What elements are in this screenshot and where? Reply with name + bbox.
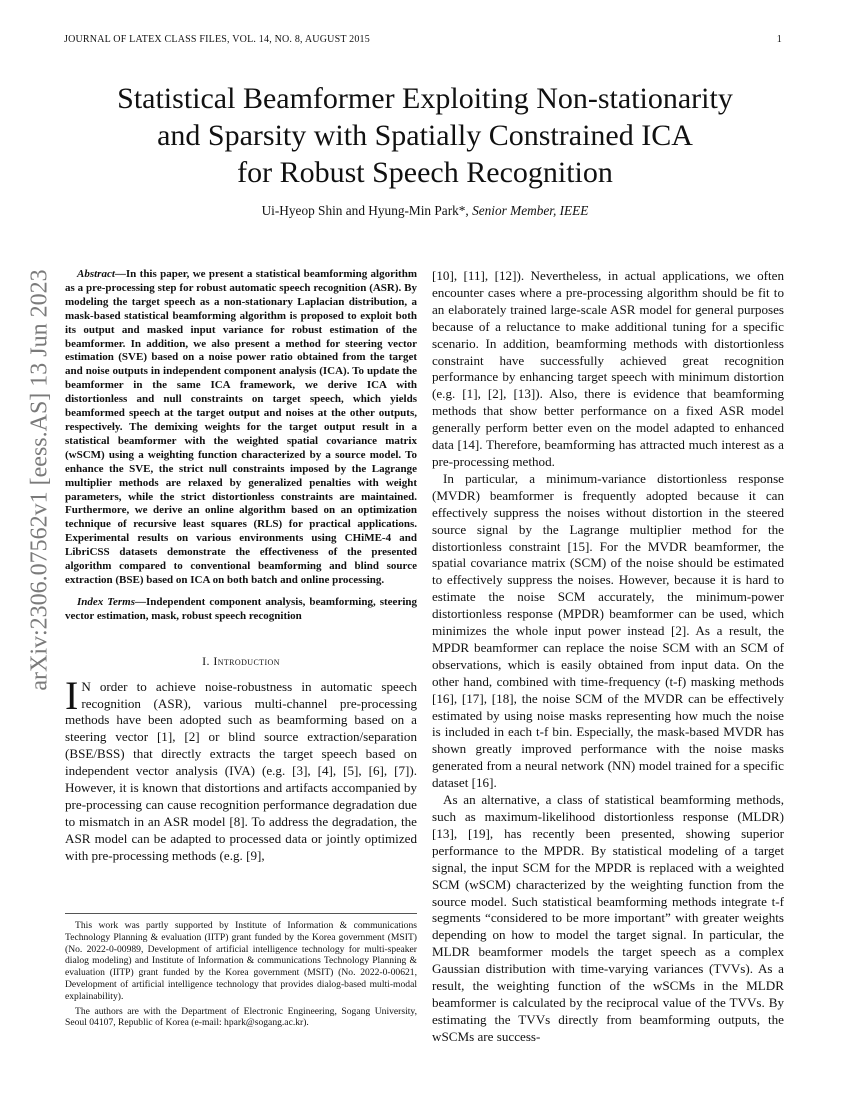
index-terms-text: —Independent component analysis, beamforming, steering vector estimation, mask, robust speech recognition [65, 595, 417, 622]
abstract-label: Abstract [77, 268, 115, 280]
drop-cap: I [65, 672, 79, 718]
intro-paragraph [65, 672, 417, 865]
intro-paragraph-text: N order to achieve noise-robustness in automatic speech recognition (ASR), various multi-channel pre-processing methods have been adopted such as beamforming based on a steering vector [1], [2] or blind source extraction/separation (BSE/BSS) that directly extracts the target speech based on independent vector analysis (IVA) (e.g. [3], [4], [5], [6], [7]). However, it is known that distortions and artifacts accompanied by pre-processing can cause recognition performance degradation due to mismatch in an ASR model [8]. To address the degradation, the ASR model can be adapted to processed data or jointly optimized with pre-processing methods (e.g. [9], [65, 678, 417, 863]
journal-header: JOURNAL OF LATEX CLASS FILES, VOL. 14, NO. 8, AUGUST 2015 [64, 34, 370, 45]
section-number: I. [202, 653, 214, 668]
footnotes [65, 913, 417, 1032]
paragraph-statistical-beamforming: As an alternative, a class of statistical beamforming methods, such as maximum-likelihood distortionless response (MLDR) [13], [19], has recently been presented, showing superior performance to the MPDR. By statistical modeling of a target signal, the input SCM for the MPDR is replaced with a weighted SCM (wSCM) characterized by the weighting function from the source model. Such statistical beamforming methods integrate t-f segments “considered to be more important” with greater weights depending on how to model the target signal. In particular, the MLDR beamformer models the target speech as a complex Gaussian distribution with time-varying variances (TVVs). As a result, the weighting function of the wSCMs in the MLDR beamformer is calculated by the reciprocal value of the TVVs. By estimating the TVVs directly from beamforming outputs, the wSCMs are success- [432, 792, 784, 1044]
abstract-text: —In this paper, we present a statistical beamforming algorithm as a pre-processing step for robust automatic speech recognition (ASR). By modeling the target speech as a non-stationary Laplacian distribution, a mask-based statistical beamforming algorithm is proposed to exploit both its output and masked input variance for robust estimation of the beamformer. In addition, we also present a method for steering vector estimation (SVE) based on a noise power ratio obtained from the target and noise outputs in independent component analysis (ICA). To update the beamformer in the same ICA framework, we derive ICA with distortionless and null constraints on target speech, which yields beamformed speech at the target output and noises at the other outputs, respectively. The demixing weights for the target output result in a statistical beamformer with the weighted spatial covariance matrix (wSCM) using a weighting function characterized by a source model. To enhance the SVE, the strict null constraints imposed by the Lagrange multiplier methods are relaxed by generalized penalties with weight parameters, while the strict distortionless constraints are maintained. Furthermore, we derive an online algorithm based on an optimization technique of recursive least squares (RLS) for practical applications. Experimental results on various environments using CHiME-4 and LibriCSS datasets demonstrate the effectiveness of the presented algorithm compared to conventional beamforming and blind source extraction (BSE) based on ICA on both batch and online processing. [65, 268, 417, 586]
left-column [65, 268, 417, 865]
author-membership: Senior Member, IEEE [472, 203, 589, 218]
paper-title [60, 80, 790, 191]
index-terms [65, 596, 417, 624]
running-header [64, 34, 786, 50]
section-heading-introduction [65, 654, 417, 669]
page-number: 1 [776, 34, 782, 45]
paragraph-continued: [10], [11], [12]). Nevertheless, in actual applications, we often encounter cases where a pre-processing algorithm should be fit to an elaborately trained large-scale ASR model for general purposes because of a reluctance to make additional tuning for a specific scenario. In addition, beamforming methods with distortionless constraint have successfully achieved great recognition performance by enhancing target speech with minimum distortion (e.g. [1], [2], [13]). Also, there is evidence that beamforming methods that show better performance on a fixed ASR model generally perform better even on the model adapted to enhanced data [14]. Therefore, beamforming has attracted much interest as a pre-processing method. [432, 268, 784, 469]
arxiv-stamp [20, 269, 60, 691]
funding-footnote: This work was partly supported by Institute of Information & communications Technology Planning & evaluation (IITP) grant funded by the Korea government (MSIT) (No. 2022-0-00989, Development of artificial intelligence technology for multi-speaker dialog modeling) and Institute of Information & communications Technology Planning & evaluation (IITP) grant funded by the Korea government (MSIT) (No. 2022-0-00621, Development of artificial intelligence technology that provides dialog-based multi-modal explainability). [65, 920, 417, 1002]
arxiv-stamp-text: arXiv:2306.07562v1 [eess.AS] 13 Jun 2023 [26, 269, 53, 691]
title-line-1: Statistical Beamformer Exploiting Non-stationarity [117, 82, 733, 115]
abstract [65, 268, 417, 588]
author-names: Ui-Hyeop Shin and Hyung-Min Park*, [261, 203, 473, 218]
paragraph-mvdr: In particular, a minimum-variance distortionless response (MVDR) beamformer is frequently adopted because it can effectively suppress the noises without distortion in the steered source signal by the Lagrange multiplier method for the distortionless constraint [15]. For the MVDR beamformer, the spatial covariance matrix (SCM) of the noise should be estimated to effectively suppress the noises. However, because it is hard to estimate the noise SCM accurately, the minimum-power distortionless response (MPDR) beamformer can be used, which minimizes the whole input power instead [2]. As a result, the MPDR beamformer can replace the noise SCM with an SCM of observations, which is easily obtained from input data. On the other hand, combined with time-frequency (t-f) masking methods [16], [17], [18], the noise SCM of the MVDR can be effectively estimated by using noise masks representing how much the noise is included in each t-f bin. Especially, the mask-based MVDR has shown greatly improved performance with the noise masks generated from a neural network (NN) model trained for a specific dataset [16]. [432, 470, 784, 791]
index-terms-label: Index Terms [77, 595, 136, 608]
section-title: Introduction [213, 653, 280, 668]
title-line-2: and Sparsity with Spatially Constrained ICA [157, 119, 693, 152]
affiliation-footnote: The authors are with the Department of Electronic Engineering, Sogang University, Seoul 04107, Republic of Korea (e-mail: hpark@sogang.ac.kr). [65, 1005, 417, 1029]
title-line-3: for Robust Speech Recognition [237, 156, 613, 189]
author-line [60, 203, 790, 219]
right-column [432, 268, 784, 1046]
